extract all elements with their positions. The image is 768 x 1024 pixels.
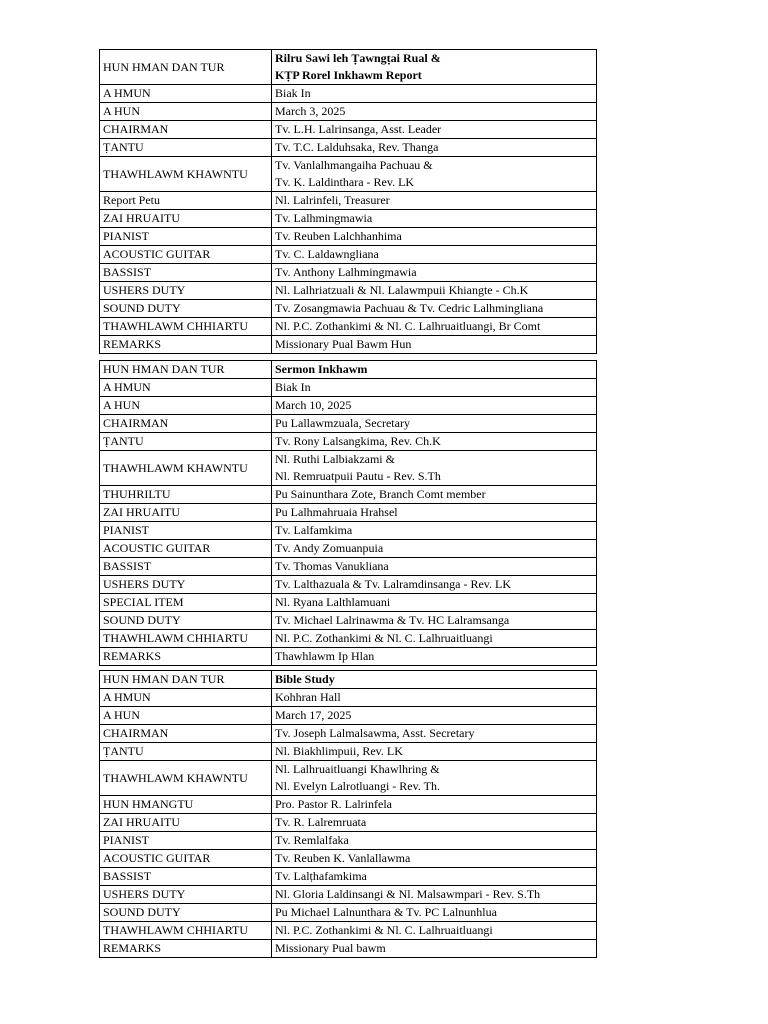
role-label: ZAI HRUAITU — [100, 814, 272, 832]
role-value — [272, 210, 597, 228]
schedule-header-row — [100, 50, 597, 85]
schedule-row — [100, 246, 597, 264]
schedule-row — [100, 397, 597, 415]
role-value — [272, 940, 597, 958]
role-label: SPECIAL ITEM — [100, 594, 272, 612]
role-label: ṬANTU — [100, 139, 272, 157]
value-line: Tv. Thomas Vanukliana — [275, 559, 389, 573]
role-label: A HMUN — [100, 379, 272, 397]
value-line: Biak In — [275, 380, 311, 394]
event-title-line: KṬP Rorel Inkhawm Report — [275, 68, 422, 82]
schedule-table-sermon-inkhawm — [99, 360, 597, 666]
role-label: HUN HMANGTU — [100, 796, 272, 814]
schedule-row — [100, 814, 597, 832]
role-label: USHERS DUTY — [100, 886, 272, 904]
role-label: BASSIST — [100, 264, 272, 282]
schedule-row — [100, 282, 597, 300]
role-value — [272, 630, 597, 648]
role-value — [272, 336, 597, 354]
role-label: CHAIRMAN — [100, 725, 272, 743]
schedule-row — [100, 761, 597, 796]
event-title — [272, 50, 597, 85]
schedule-row — [100, 157, 597, 192]
schedule-row — [100, 192, 597, 210]
role-value — [272, 139, 597, 157]
role-value — [272, 192, 597, 210]
role-value — [272, 433, 597, 451]
role-value — [272, 743, 597, 761]
role-value — [272, 85, 597, 103]
role-value — [272, 922, 597, 940]
role-value — [272, 796, 597, 814]
role-label: THAWHLAWM KHAWNTU — [100, 761, 272, 796]
schedule-row — [100, 868, 597, 886]
schedule-row — [100, 85, 597, 103]
value-line: Biak In — [275, 86, 311, 100]
value-line: Tv. R. Lalremruata — [275, 815, 367, 829]
role-label: THAWHLAWM CHHIARTU — [100, 630, 272, 648]
value-line: Pu Sainunthara Zote, Branch Comt member — [275, 487, 486, 501]
role-label: Report Petu — [100, 192, 272, 210]
role-value — [272, 282, 597, 300]
schedule-row — [100, 379, 597, 397]
event-title-line: Rilru Sawi leh Ṭawngṭai Rual & — [275, 51, 441, 65]
role-value — [272, 264, 597, 282]
schedule-row — [100, 433, 597, 451]
role-label: USHERS DUTY — [100, 282, 272, 300]
schedule-row — [100, 336, 597, 354]
role-label: CHAIRMAN — [100, 121, 272, 139]
value-line: Tv. T.C. Lalduhsaka, Rev. Thanga — [275, 140, 439, 154]
value-line: March 3, 2025 — [275, 104, 346, 118]
role-label: SOUND DUTY — [100, 300, 272, 318]
role-value — [272, 300, 597, 318]
schedule-table-bible-study — [99, 670, 597, 958]
role-label: ṬANTU — [100, 743, 272, 761]
role-value — [272, 121, 597, 139]
role-value — [272, 886, 597, 904]
schedule-row — [100, 139, 597, 157]
value-line: Tv. Lalfamkima — [275, 523, 353, 537]
value-line: Kohhran Hall — [275, 690, 341, 704]
value-line: Nl. P.C. Zothankimi & Nl. C. Lalhruaitluangi — [275, 631, 493, 645]
schedule-row — [100, 630, 597, 648]
value-line: Tv. Zosangmawia Pachuau & Tv. Cedric Lalhmingliana — [275, 301, 544, 315]
schedule-row — [100, 558, 597, 576]
role-value — [272, 397, 597, 415]
value-line: Nl. Biakhlimpuii, Rev. LK — [275, 744, 403, 758]
role-value — [272, 379, 597, 397]
value-line: Pro. Pastor R. Lalrinfela — [275, 797, 392, 811]
role-value — [272, 868, 597, 886]
role-value — [272, 689, 597, 707]
schedule-row — [100, 264, 597, 282]
event-title-line: Bible Study — [275, 672, 335, 686]
schedule-row — [100, 504, 597, 522]
header-label: HUN HMAN DAN TUR — [100, 361, 272, 379]
role-label: BASSIST — [100, 868, 272, 886]
schedule-header-row — [100, 671, 597, 689]
schedule-row — [100, 940, 597, 958]
role-label: ACOUSTIC GUITAR — [100, 540, 272, 558]
value-line: Tv. Reuben Lalchhanhima — [275, 229, 402, 243]
value-line: Nl. P.C. Zothankimi & Nl. C. Lalhruaitluangi — [275, 923, 493, 937]
value-line: Nl. Ryana Lalthlamuani — [275, 595, 391, 609]
schedule-row — [100, 689, 597, 707]
value-line: Tv. C. Laldawngliana — [275, 247, 379, 261]
schedule-row — [100, 648, 597, 666]
schedule-row — [100, 103, 597, 121]
value-line: Thawhlawm Ip Hlan — [275, 649, 375, 663]
role-label: THAWHLAWM CHHIARTU — [100, 922, 272, 940]
role-value — [272, 707, 597, 725]
role-value — [272, 246, 597, 264]
role-label: USHERS DUTY — [100, 576, 272, 594]
role-value — [272, 522, 597, 540]
schedule-row — [100, 725, 597, 743]
schedule-row — [100, 451, 597, 486]
value-line: Nl. Remruatpuii Pautu - Rev. S.Th — [275, 469, 441, 483]
role-value — [272, 157, 597, 192]
role-value — [272, 415, 597, 433]
role-label: ACOUSTIC GUITAR — [100, 246, 272, 264]
schedule-row — [100, 850, 597, 868]
value-line: Nl. Ruthi Lalbiakzami & — [275, 452, 395, 466]
role-label: REMARKS — [100, 336, 272, 354]
role-value — [272, 558, 597, 576]
event-title — [272, 361, 597, 379]
schedule-row — [100, 318, 597, 336]
schedule-row — [100, 832, 597, 850]
role-value — [272, 451, 597, 486]
role-value — [272, 576, 597, 594]
header-label: HUN HMAN DAN TUR — [100, 50, 272, 85]
schedule-row — [100, 594, 597, 612]
role-label: A HUN — [100, 103, 272, 121]
value-line: Nl. Lalhruaitluangi Khawlhring & — [275, 762, 440, 776]
role-label: CHAIRMAN — [100, 415, 272, 433]
value-line: Tv. Andy Zomuanpuia — [275, 541, 384, 555]
role-value — [272, 594, 597, 612]
schedule-row — [100, 707, 597, 725]
role-value — [272, 612, 597, 630]
schedule-row — [100, 486, 597, 504]
value-line: Tv. Lalthazuala & Tv. Lalramdinsanga - Rev. LK — [275, 577, 512, 591]
role-label: PIANIST — [100, 522, 272, 540]
role-value — [272, 540, 597, 558]
value-line: Tv. Michael Lalrinawma & Tv. HC Lalramsanga — [275, 613, 510, 627]
schedule-row — [100, 210, 597, 228]
role-value — [272, 486, 597, 504]
value-line: Tv. Joseph Lalmalsawma, Asst. Secretary — [275, 726, 475, 740]
value-line: Pu Lalhmahruaia Hrahsel — [275, 505, 398, 519]
role-label: ZAI HRUAITU — [100, 504, 272, 522]
role-label: THAWHLAWM KHAWNTU — [100, 157, 272, 192]
value-line: Tv. Reuben K. Vanlallawma — [275, 851, 411, 865]
role-label: ZAI HRUAITU — [100, 210, 272, 228]
role-label: THAWHLAWM KHAWNTU — [100, 451, 272, 486]
header-label: HUN HMAN DAN TUR — [100, 671, 272, 689]
role-label: A HUN — [100, 397, 272, 415]
role-value — [272, 850, 597, 868]
role-label: ACOUSTIC GUITAR — [100, 850, 272, 868]
value-line: Nl. Lalhriatzuali & Nl. Lalawmpuii Khiangte - Ch.K — [275, 283, 529, 297]
value-line: Pu Lallawmzuala, Secretary — [275, 416, 410, 430]
value-line: Nl. Lalrinfeli, Treasurer — [275, 193, 390, 207]
value-line: Pu Michael Lalnunthara & Tv. PC Lalnunhlua — [275, 905, 497, 919]
schedule-row — [100, 743, 597, 761]
role-value — [272, 832, 597, 850]
role-value — [272, 228, 597, 246]
role-label: A HMUN — [100, 85, 272, 103]
role-value — [272, 103, 597, 121]
value-line: Nl. Gloria Laldinsangi & Nl. Malsawmpari - Rev. S.Th — [275, 887, 541, 901]
role-label: A HMUN — [100, 689, 272, 707]
role-value — [272, 761, 597, 796]
value-line: Tv. K. Laldinthara - Rev. LK — [275, 175, 415, 189]
schedule-table-report-inkhawm — [99, 49, 597, 354]
value-line: March 17, 2025 — [275, 708, 352, 722]
schedule-row — [100, 922, 597, 940]
value-line: Tv. Lalhmingmawia — [275, 211, 373, 225]
role-label: ṬANTU — [100, 433, 272, 451]
schedule-row — [100, 540, 597, 558]
role-label: A HUN — [100, 707, 272, 725]
role-label: REMARKS — [100, 940, 272, 958]
schedule-row — [100, 121, 597, 139]
schedule-row — [100, 522, 597, 540]
value-line: Nl. P.C. Zothankimi & Nl. C. Lalhruaitluangi, Br Comt — [275, 319, 541, 333]
value-line: Tv. Rony Lalsangkima, Rev. Ch.K — [275, 434, 441, 448]
schedule-row — [100, 612, 597, 630]
role-label: PIANIST — [100, 832, 272, 850]
value-line: Missionary Pual Bawm Hun — [275, 337, 412, 351]
role-value — [272, 648, 597, 666]
role-label: THAWHLAWM CHHIARTU — [100, 318, 272, 336]
schedule-row — [100, 228, 597, 246]
schedule-row — [100, 886, 597, 904]
value-line: Nl. Evelyn Lalrotluangi - Rev. Th. — [275, 779, 440, 793]
role-value — [272, 725, 597, 743]
role-label: THUHRILTU — [100, 486, 272, 504]
schedule-row — [100, 300, 597, 318]
role-label: REMARKS — [100, 648, 272, 666]
value-line: Tv. Lalṭhafamkima — [275, 869, 367, 883]
value-line: Tv. L.H. Lalrinsanga, Asst. Leader — [275, 122, 442, 136]
role-value — [272, 318, 597, 336]
role-value — [272, 904, 597, 922]
role-label: SOUND DUTY — [100, 612, 272, 630]
role-label: PIANIST — [100, 228, 272, 246]
schedule-row — [100, 796, 597, 814]
value-line: Missionary Pual bawm — [275, 941, 386, 955]
value-line: Tv. Vanlalhmangaiha Pachuau & — [275, 158, 433, 172]
schedule-row — [100, 415, 597, 433]
event-title — [272, 671, 597, 689]
role-label: SOUND DUTY — [100, 904, 272, 922]
value-line: Tv. Remlalfaka — [275, 833, 349, 847]
schedule-header-row — [100, 361, 597, 379]
role-value — [272, 504, 597, 522]
schedule-row — [100, 576, 597, 594]
value-line: March 10, 2025 — [275, 398, 352, 412]
event-title-line: Sermon Inkhawm — [275, 362, 368, 376]
role-value — [272, 814, 597, 832]
role-label: BASSIST — [100, 558, 272, 576]
value-line: Tv. Anthony Lalhmingmawia — [275, 265, 417, 279]
schedule-row — [100, 904, 597, 922]
